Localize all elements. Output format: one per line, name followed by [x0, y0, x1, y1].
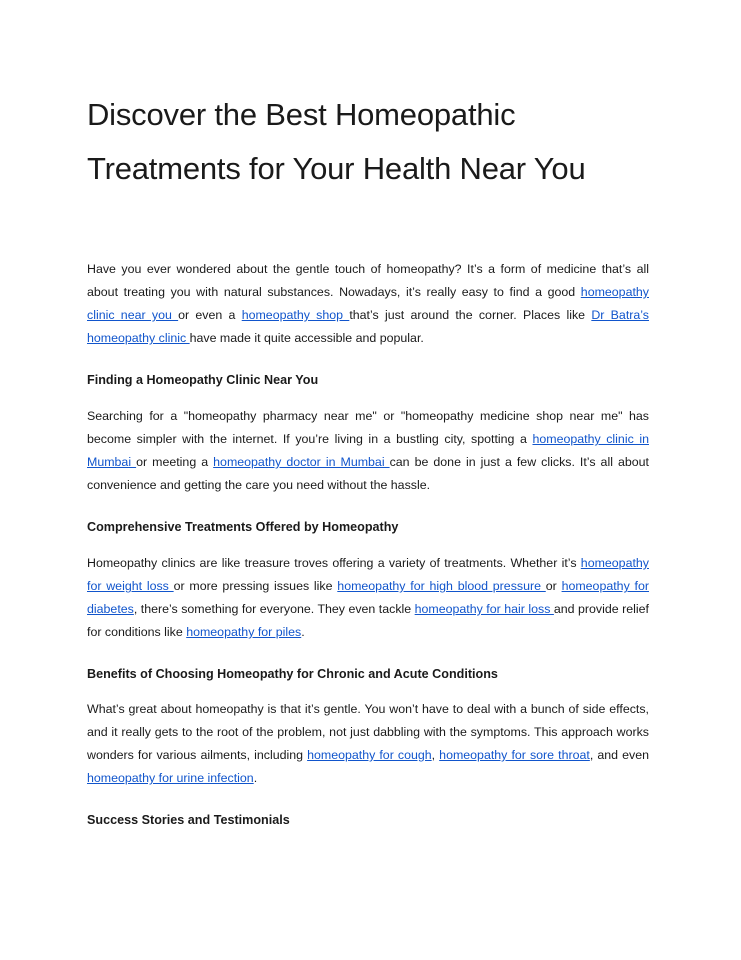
page-title	[87, 88, 687, 196]
title-line-1: Discover the Best Homeopathic	[87, 97, 516, 132]
link-homeopathy-clinic-near-you[interactable]: homeopathy clinic near you	[87, 285, 649, 322]
section-heading-success-stories: Success Stories and Testimonials	[87, 813, 290, 827]
link-high-blood-pressure[interactable]: homeopathy for high blood pressure	[337, 579, 546, 593]
text-run: , and even	[589, 748, 649, 762]
text-run: or more pressing issues like	[173, 579, 338, 593]
link-homeopathy-clinic-mumbai[interactable]: homeopathy clinic in Mumbai	[87, 432, 649, 469]
link-dr-batras-clinic[interactable]: Dr Batra’s homeopathy clinic	[87, 308, 650, 345]
text-run: that’s just around the corner. Places like	[349, 308, 592, 322]
text-run: What’s great about homeopathy is that it’s gentle. You won’t have to deal with a bunch of side effects, and it really gets to the root of the problem, not just dabbling with the symptoms. This approach works wonders for various ailments, including	[87, 702, 649, 762]
link-sore-throat[interactable]: homeopathy for sore throat	[439, 748, 590, 762]
link-weight-loss[interactable]: homeopathy for weight loss	[87, 556, 649, 593]
link-diabetes[interactable]: homeopathy for diabetes	[87, 579, 649, 616]
section-heading-treatments: Comprehensive Treatments Offered by Homeopathy	[87, 520, 399, 534]
text-run: can be done in just a few clicks. It’s all about convenience and getting the care you need without the hassle.	[87, 455, 649, 492]
section1-paragraph	[87, 405, 649, 497]
text-run: .	[301, 625, 305, 639]
section-heading-finding-clinic: Finding a Homeopathy Clinic Near You	[87, 373, 319, 387]
link-urine-infection[interactable]: homeopathy for urine infection	[87, 771, 254, 785]
link-piles[interactable]: homeopathy for piles	[186, 625, 302, 639]
text-run: or even a	[178, 308, 242, 322]
link-homeopathy-shop[interactable]: homeopathy shop	[241, 308, 350, 322]
link-homeopathy-doctor-mumbai[interactable]: homeopathy doctor in Mumbai	[213, 455, 390, 469]
text-run: have made it quite accessible and popular.	[189, 331, 424, 345]
text-run: Searching for a "homeopathy pharmacy near me" or "homeopathy medicine shop near me" has become simpler with the internet. If you’re living in a bustling city, spotting a	[87, 409, 649, 446]
text-run: Have you ever wondered about the gentle touch of homeopathy? It’s a form of medicine that’s all about treating you with natural substances. Nowadays, it’s really easy to find a good	[87, 262, 649, 299]
section3-paragraph	[87, 698, 649, 790]
text-run: , there’s something for everyone. They even tackle	[133, 602, 415, 616]
text-run: or	[545, 579, 562, 593]
title-line-2: Treatments for Your Health Near You	[87, 151, 586, 186]
text-run: .	[253, 771, 258, 785]
section-heading-benefits: Benefits of Choosing Homeopathy for Chronic and Acute Conditions	[87, 667, 498, 681]
text-run: and provide relief for conditions like	[87, 602, 649, 639]
link-hair-loss[interactable]: homeopathy for hair loss	[414, 602, 554, 616]
link-cough[interactable]: homeopathy for cough	[307, 748, 432, 762]
text-run: Homeopathy clinics are like treasure troves offering a variety of treatments. Whether it’s	[87, 556, 581, 570]
text-run: ,	[431, 748, 440, 762]
section2-paragraph	[87, 552, 649, 644]
intro-paragraph	[87, 258, 649, 350]
text-run: or meeting a	[136, 455, 214, 469]
